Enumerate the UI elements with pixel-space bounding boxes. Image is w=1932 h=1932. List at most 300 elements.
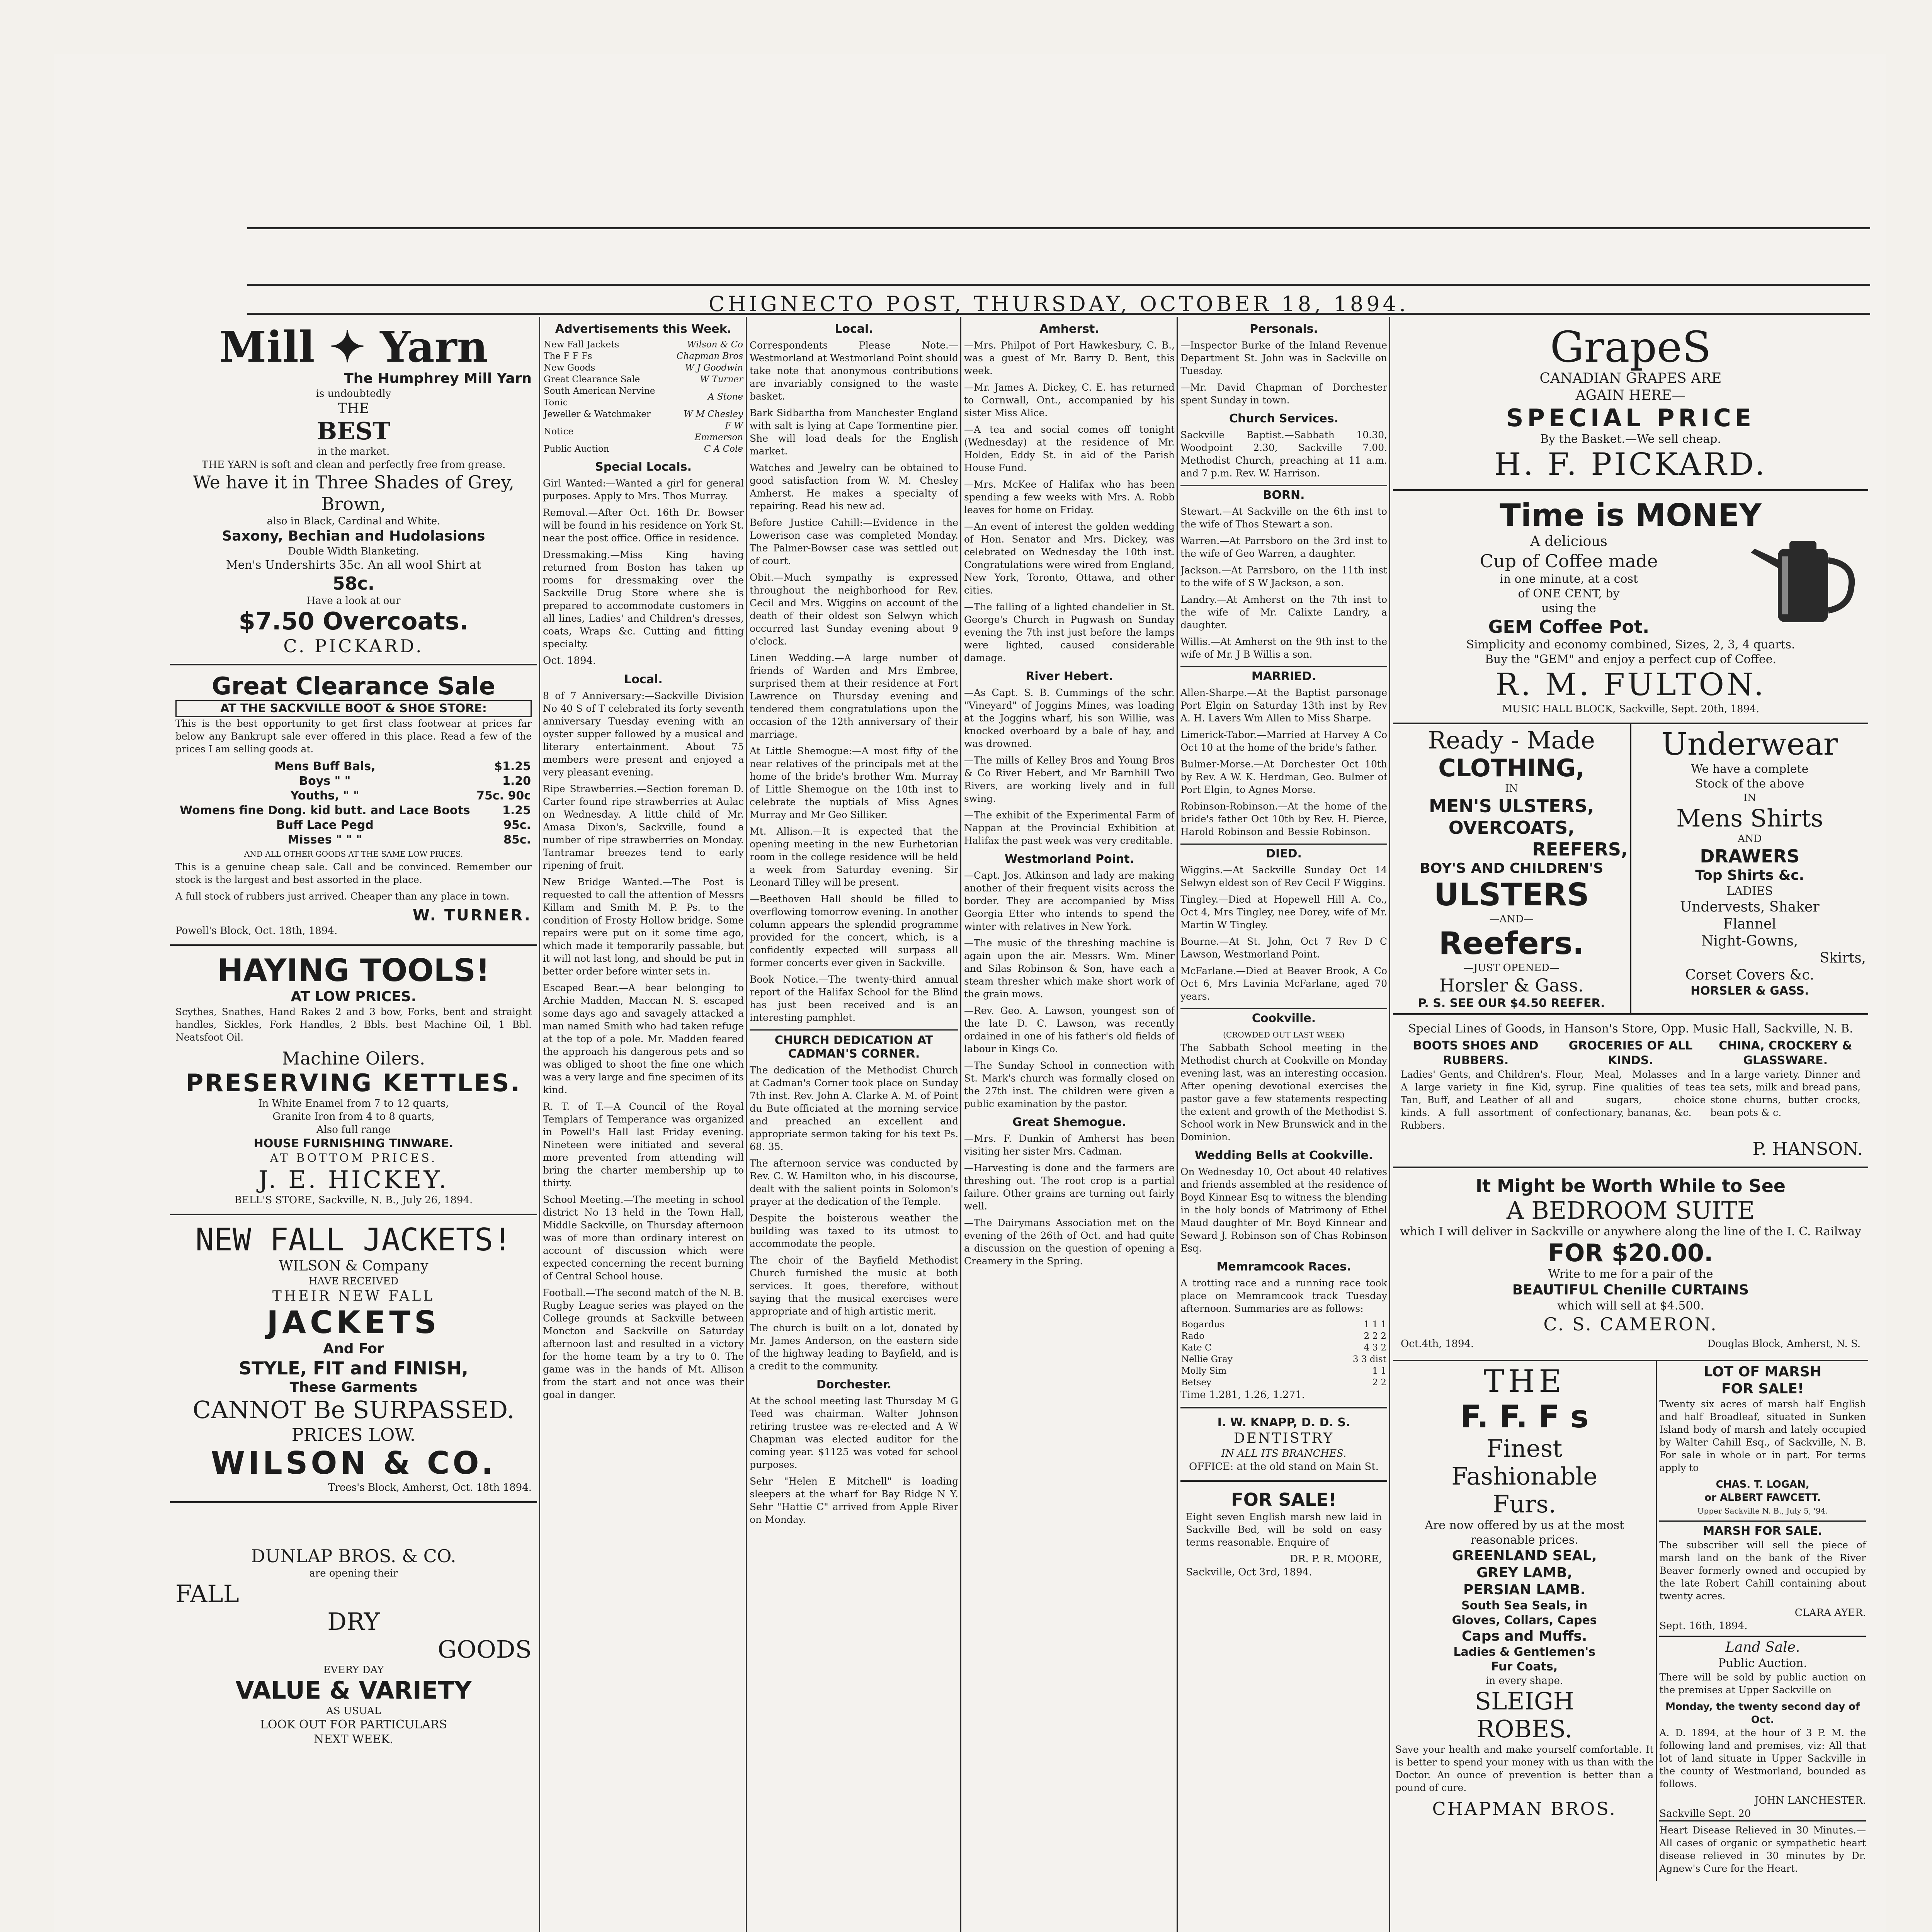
ad-text: Fashionable: [1451, 1462, 1598, 1490]
section-heading: CHURCH DEDICATION AT CADMAN'S CORNER.: [750, 1029, 958, 1061]
column-rule: [539, 317, 540, 1932]
hanson-col-boots: [1398, 1036, 1553, 1138]
column-rule: [1389, 317, 1390, 1932]
ad-headline: GEM Coffee Pot.: [1488, 616, 1650, 637]
ad-text: LOOK OUT FOR PARTICULARS: [260, 1718, 447, 1731]
ad-text: REEFERS,: [1532, 839, 1628, 860]
race-row: Molly Sim 1 1: [1181, 1366, 1386, 1376]
ad-text: Gloves, Collars, Capes: [1452, 1614, 1597, 1627]
ad-headline: Reefers.: [1439, 925, 1585, 961]
ad-headline: SLEIGH: [1475, 1687, 1574, 1715]
price-row: Misses " " " 85c.: [287, 833, 531, 847]
ads-index-row: New Goods W J Goodwin: [544, 363, 743, 373]
ad-signature: HORSLER & GASS.: [1690, 984, 1809, 998]
ad-date: Powell's Block, Oct. 18th, 1894.: [175, 925, 338, 937]
article-paragraph: —The Dairymans Association met on the evening of the 26th of Oct. and had quite a discussion on the question of opening a Creamery in the Spring.: [964, 1217, 1175, 1267]
section-note: (CROWDED OUT LAST WEEK): [1223, 1030, 1345, 1039]
article-paragraph: Removal.—After Oct. 16th Dr. Bowser will be found in his residence on York St. near the post office. Office in residence.: [543, 507, 744, 544]
ad-text: LADIES: [1726, 884, 1773, 898]
article-paragraph: —Beethoven Hall should be filled to overflowing tomorrow evening. In another column appears the splendid programme provided for the concert, which, is a confidently expected will surpass all former concerts ever given in Sackville.: [750, 893, 958, 968]
dentistry-ad: [1180, 1407, 1387, 1482]
ad-headline: ROBES.: [1476, 1715, 1573, 1743]
ad-text: South Sea Seals, in: [1461, 1599, 1588, 1612]
notice-entry: Warren.—At Parrsboro on the 3rd inst to the wife of Geo Warren, a daughter.: [1180, 535, 1387, 559]
ad-date: Upper Sackville N. B., July 5, '94.: [1697, 1506, 1828, 1515]
ad-signature: W. TURNER.: [412, 906, 532, 924]
ad-text: which will sell at $4.500.: [1557, 1299, 1704, 1313]
ad-signature: or ALBERT FAWCETT.: [1704, 1492, 1821, 1503]
article-paragraph: Book Notice.—The twenty-third annual report of the Halifax School for the Blind has just been received and is an interesting pamphlet.: [750, 974, 958, 1023]
ads-index-row: Notice F W Emmerson: [544, 421, 743, 442]
article-paragraph: —The falling of a lighted chandelier in St. George's Church in Pugwash on Sunday evening the 7th inst just before the lamps were lighted, caused considerable damage.: [964, 601, 1175, 663]
ad-text: THE: [338, 401, 369, 417]
ad-text: The subscriber will sell the piece of marsh land on the bank of the River Beaver formerly owned and occupied by the late Robert Cahill containing about twenty acres.: [1659, 1539, 1866, 1602]
ad-title: Great Clearance Sale: [212, 672, 495, 700]
article-paragraph: Mt. Allison.—It is expected that the opening meeting in the new Eurhetorian room in the college residence will be held a week from Saturday evening. Sir Leonard Tilley will be present.: [750, 826, 958, 888]
ad-text: Flannel: [1723, 916, 1776, 932]
ad-text: Ladies & Gentlemen's: [1453, 1645, 1595, 1659]
ad-signature: J. E. HICKEY.: [258, 1165, 449, 1194]
column-5: [1180, 317, 1387, 1932]
haying-tools-ad: [170, 946, 537, 1215]
column-6: [1393, 317, 1868, 1932]
hanson-col-china: [1708, 1036, 1863, 1138]
price-row: Mens Buff Bals, $1.25: [274, 760, 531, 773]
furs-ad: [1393, 1361, 1657, 1881]
ad-title: It Might be Worth While to See: [1476, 1175, 1786, 1196]
ad-signature: CHAPMAN BROS.: [1432, 1798, 1617, 1819]
article-paragraph: Correspondents Please Note.—Westmorland at Westmorland Point should take note that anonymous contributions are invariably consigned to the waste basket.: [750, 340, 958, 402]
ad-headline: BEAUTIFUL Chenille CURTAINS: [1512, 1282, 1749, 1298]
ad-signature: C. S. CAMERON.: [1543, 1314, 1718, 1335]
ad-text: BEST: [316, 417, 391, 445]
column-1: [170, 317, 537, 1932]
section-heading: Dorchester.: [816, 1378, 892, 1391]
section-heading: BORN.: [1180, 485, 1387, 502]
article-paragraph: R. T. of T.—A Council of the Royal Templars of Temperance was organized in Powell's Hall last Friday evening. Nineteen were initiated and several more prevented from attending will bring the charter membership up to thirty.: [543, 1101, 744, 1189]
ad-headline: CANNOT Be SURPASSED.: [192, 1396, 515, 1424]
ad-text: Scythes, Snathes, Hand Rakes 2 and 3 bow, Forks, bent and straight handles, Sickles, Fork Handles, 2 Bbls. best Machine Oil, 1 Bbl. Neatsfoot Oil.: [175, 1006, 532, 1043]
ad-signature: CHAS. T. LOGAN,: [1716, 1479, 1810, 1490]
ad-text: Flour, Meal, Molasses and syrup. Fine qualities of teas and sugars, choice confectionary, bananas, &c.: [1555, 1069, 1706, 1118]
ads-index: [543, 339, 744, 455]
notice-entry: Allen-Sharpe.—At the Baptist parsonage Port Elgin on Saturday 13th inst by Rev A. H. Lavers Wm Allen to Miss Sharpe.: [1180, 687, 1387, 724]
notice-entry: Landry.—At Amherst on the 7th inst to the wife of Mr. Calixte Landry, a daughter.: [1180, 594, 1387, 631]
ad-text: Buy the "GEM" and enjoy a perfect cup of Coffee.: [1485, 653, 1776, 666]
ad-text: In a large variety. Dinner and tea sets, milk and bread pans, stone churns, butter crocks, bean pots & c.: [1710, 1069, 1861, 1118]
ad-text: —JUST OPENED—: [1463, 962, 1560, 974]
article-paragraph: —Mrs. McKee of Halifax who has been spending a few weeks with Mrs. A. Robb leaves for home on Friday.: [964, 479, 1175, 515]
notice-entry: Tingley.—Died at Hopewell Hill A. Co., Oct 4, Mrs Tingley, nee Dorey, wife of Mr. Martin W Tingley.: [1180, 894, 1387, 930]
bedroom-suite-ad: [1393, 1168, 1868, 1361]
ad-text: Twenty six acres of marsh half English and half Broadleaf, situated in Sunken Island body of marsh and lately occupied by Walter Cahill Esq., of Sackville, N. B. For sale in whole or in part. For terms apply to: [1659, 1398, 1866, 1473]
ad-text: PRICES LOW.: [291, 1424, 416, 1445]
ad-headline: DRAWERS: [1700, 846, 1800, 867]
ad-subtitle: AT THE SACKVILLE BOOT & SHOE STORE:: [175, 700, 532, 717]
article-paragraph: —The exhibit of the Experimental Farm of Nappan at the Provincial Exhibition at Halifax the past week was very creditable.: [964, 810, 1175, 846]
article-paragraph: —The Sunday School in connection with St. Mark's church was formally closed on the 27th inst. The children were given a public examination by the pastor.: [964, 1060, 1175, 1109]
ad-text: Corset Covers &c.: [1685, 967, 1815, 983]
article-paragraph: —Inspector Burke of the Inland Revenue Department St. John was in Sackville on Tuesday.: [1180, 340, 1387, 376]
ad-text: NEXT WEEK.: [314, 1733, 393, 1746]
coffee-pot-ad: [1393, 491, 1868, 724]
article-paragraph: The church is built on a lot, donated by Mr. James Anderson, on the eastern side of the highway leading to Bayfield, and is a credit to the community.: [750, 1322, 958, 1372]
ad-text: Skirts,: [1820, 950, 1866, 966]
ad-text: Write to me for a pair of the: [1548, 1267, 1713, 1281]
masthead-rule: [247, 284, 1870, 286]
ad-text: BOY'S AND CHILDREN'S: [1420, 861, 1604, 876]
price-row: Buff Lace Pegd 95c.: [276, 818, 531, 832]
ad-signature: CLARA AYER.: [1794, 1607, 1866, 1619]
ad-date: Sackville Sept. 20: [1659, 1808, 1751, 1820]
article-paragraph: The Sabbath School meeting in the Methodist church at Cookville on Monday evening last, was an interesting occasion. After opening devotional exercises the pastor gave a few statements respecting the extent and growth of the Methodist S. School work in New Brunswick and in the Dominion.: [1180, 1042, 1387, 1143]
ad-text: is undoubtedly: [316, 388, 391, 400]
section-heading: Local.: [835, 322, 873, 336]
hanson-columns: [1398, 1036, 1863, 1138]
article-paragraph: —The music of the threshing machine is again upon the air. Messrs. Wm. Miner and Silas Robinson & Son, have each a steam thresher which make short work of the grain mows.: [964, 937, 1175, 1000]
article-paragraph: The afternoon service was conducted by Rev. C. W. Hamilton who, in his discourse, dealt with the salient points in Solomon's prayer at the dedication of the Temple.: [750, 1158, 958, 1207]
ad-text: THEIR NEW FALL: [272, 1288, 435, 1304]
article-paragraph: 8 of 7 Anniversary:—Sackville Division No 40 S of T celebrated its forty seventh anniversary Tuesday evening with an oyster supper followed by a musical and literary entertainment. About 75 members were present and enjoyed a very pleasant evening.: [543, 690, 744, 778]
notice-entry: Wiggins.—At Sackville Sunday Oct 14 Selwyn eldest son of Rev Cecil F Wiggins.: [1180, 864, 1387, 888]
ad-text: Also full range: [316, 1124, 391, 1136]
article-paragraph: The choir of the Bayfield Methodist Church furnished the music at both services. It goes, therefore, without saying that the musical exercises were appropriate and of high artistic merit.: [750, 1255, 958, 1317]
ad-date: MUSIC HALL BLOCK, Sackville, Sept. 20th, 1894.: [1502, 703, 1759, 715]
ad-price: 58c.: [332, 573, 375, 594]
ad-text: Have a look at our: [306, 595, 401, 607]
ad-text: OVERCOATS,: [1448, 817, 1575, 838]
ad-headline: PRESERVING KETTLES.: [185, 1069, 522, 1097]
bedroom-footer: [1398, 1335, 1863, 1353]
ad-date: Sackville, Oct 3rd, 1894.: [1186, 1566, 1312, 1578]
ad-text: A delicious: [1530, 534, 1607, 549]
ad-text: are opening their: [309, 1568, 398, 1579]
article-paragraph: New Bridge Wanted.—The Post is requested to call the attention of Messrs Killam and Smith M. P. Ps. to the condition of Frosty Hollow bridge. Some repairs were put on it some time ago, which made it temporarily passable, but it will not last long, and should be put in better order before winter sets in.: [543, 876, 744, 977]
section-heading: Great Shemogue.: [1012, 1116, 1126, 1129]
ad-text: Heart Disease Relieved in 30 Minutes.—All cases of organic or sympathetic heart disease relieved in 30 minutes by Dr. Agnew's Cure for the Heart.: [1659, 1820, 1866, 1875]
ad-text: This is a genuine cheap sale. Call and be convinced. Remember our stock is the largest and best assorted in the place.: [175, 861, 532, 885]
article-paragraph: —Mrs. F. Dunkin of Amherst has been visiting her sister Mrs. Cadman.: [964, 1133, 1175, 1157]
ad-headline: BOOTS SHOES AND RUBBERS.: [1413, 1039, 1539, 1067]
coffee-pot-icon: [1743, 533, 1859, 634]
ad-text: This is the best opportunity to get first class footwear at prices far below any Bankrupt sale ever offered in this place. Read a few of the prices I am selling goods at.: [175, 718, 532, 755]
marsh-ads: [1657, 1361, 1868, 1881]
column-rule: [746, 317, 747, 1932]
ad-text: Eight seven English marsh new laid in Sackville Bed, will be sold on easy terms reasonable. Enquire of: [1186, 1511, 1382, 1548]
masthead-bottom-rule: [247, 313, 1870, 315]
ad-title: HAYING TOOLS!: [217, 952, 490, 988]
ad-title: Land Sale.: [1659, 1636, 1866, 1656]
article-paragraph: Sackville Baptist.—Sabbath 10.30, Woodpoint 2.30, Sackville 7.00. Methodist Church, preaching at 11 a.m. and 7 p.m. Rev. W. Harrison.: [1180, 429, 1387, 479]
ad-title: NEW FALL JACKETS!: [195, 1222, 512, 1258]
ad-text: AS USUAL: [326, 1705, 381, 1717]
ad-text: Caps and Muffs.: [1461, 1628, 1587, 1644]
ad-subtitle: Public Auction.: [1718, 1656, 1807, 1670]
ad-text: Monday, the twenty second day of Oct.: [1665, 1701, 1860, 1726]
section-heading: Cookville.: [1180, 1008, 1387, 1025]
ad-text: GOODS: [437, 1635, 532, 1663]
ad-address: Douglas Block, Amherst, N. S.: [1707, 1338, 1861, 1350]
ad-text: FALL: [175, 1580, 239, 1608]
ad-text: WILSON & Company: [279, 1258, 429, 1274]
ad-title: Underwear: [1661, 726, 1838, 762]
ad-text: HAVE RECEIVED: [308, 1276, 399, 1287]
ad-text: P. S. SEE OUR $4.50 REEFER.: [1418, 997, 1605, 1010]
ad-headline: $7.50 Overcoats.: [238, 607, 469, 635]
ad-text: —AND—: [1489, 913, 1534, 925]
ads-index-row: New Fall Jackets Wilson & Co: [544, 340, 743, 350]
ad-signature: H. F. PICKARD.: [1494, 446, 1767, 482]
ad-signature: P. HANSON.: [1752, 1138, 1863, 1159]
article-paragraph: On Wednesday 10, Oct about 40 relatives and friends assembled at the residence of Boyd Kinnear Esq to witness the blending in the holy bonds of Matrimony of Ethel Maud daughter of Mr. Boyd Kinnear and Seward J. Robinson son of Chas Robinson Esq.: [1180, 1166, 1387, 1254]
ad-text: Stock of the above: [1695, 777, 1804, 791]
ad-signature: C. PICKARD.: [283, 636, 424, 656]
race-results: [1180, 1319, 1387, 1388]
ads-index-row: The F F Fs Chapman Bros: [544, 351, 743, 361]
bottom-ads-row: [1393, 1361, 1868, 1881]
ad-headline: FOR $20.00.: [1548, 1239, 1713, 1267]
ad-headline: Mens Shirts: [1676, 804, 1823, 832]
price-row: Womens fine Dong. kid butt. and Lace Boots 1.25: [179, 804, 531, 817]
article-paragraph: Watches and Jewelry can be obtained to good satisfaction from W. M. Chesley Amherst. He makes a specialty of repairing. Read his new ad.: [750, 462, 958, 512]
notice-entry: Jackson.—At Parrsboro, on the 11th inst to the wife of S W Jackson, a son.: [1180, 565, 1387, 588]
ad-title: Time is MONEY: [1500, 497, 1762, 533]
column-2: [543, 317, 744, 1932]
clothing-ads-row: [1393, 724, 1868, 1015]
ad-text: Machine Oilers.: [282, 1048, 425, 1069]
article-paragraph: —A tea and social comes off tonight (Wednesday) at the residence of Mr. Holden, Eddy St. in aid of the Parish House Fund.: [964, 424, 1175, 473]
ad-text: STYLE, FIT and FINISH,: [239, 1358, 468, 1379]
section-heading: Westmorland Point.: [1004, 852, 1134, 866]
ad-title: GrapeS: [1550, 322, 1711, 372]
newspaper-page: [54, 54, 1886, 1932]
article-paragraph: —The mills of Kelley Bros and Young Bros & Co River Hebert, and Mr Barnhill Two Rivers, are working lively and in full swing.: [964, 755, 1175, 804]
article-paragraph: Sehr "Helen E Mitchell" is loading sleepers at the wharf for Bay Ridge N Y. Sehr "Hattie C" arrived from Apple River on Monday.: [750, 1476, 958, 1525]
article-paragraph: Bark Sidbartha from Manchester England with salt is lying at Cape Tormentine pier. She will load deals for the English market.: [750, 407, 958, 457]
fall-jackets-ad: [170, 1215, 537, 1503]
ad-text: IN: [1505, 783, 1518, 794]
article-paragraph: Despite the boisterous weather the building was taxed to its utmost to accommodate the people.: [750, 1213, 958, 1249]
article-paragraph: —Rev. Geo. A. Lawson, youngest son of the late D. C. Lawson, was recently ordained in one of his father's old fields of labour in Kings Co.: [964, 1005, 1175, 1054]
article-paragraph: Dressmaking.—Miss King having returned from Boston has taken up rooms for dressmaking over the Sackville Drug Store where she is prepared to accommodate customers in all lines, Ladies' and Children's dresses, coats, Wraps &c. Cutting and fitting specialty.: [543, 549, 744, 650]
race-row: Rado 2 2 2: [1181, 1331, 1386, 1341]
ad-title: I. W. KNAPP, D. D. S.: [1217, 1416, 1350, 1429]
race-time: Time 1.281, 1.26, 1.271.: [1180, 1389, 1305, 1401]
notice-entry: Willis.—At Amherst on the 9th inst to the wife of Mr. J B Willis a son.: [1180, 636, 1387, 660]
notice-entry: Stewart.—At Sackville on the 6th inst to the wife of Thos Stewart a son.: [1180, 506, 1387, 530]
ad-text: In White Enamel from 7 to 12 quarts,: [258, 1098, 449, 1109]
article-paragraph: —Mrs. Philpot of Port Hawkesbury, C. B., was a guest of Mr. Barry D. Bent, this week.: [964, 340, 1175, 376]
section-heading: River Hebert.: [1026, 670, 1113, 683]
ad-text: OFFICE: at the old stand on Main St.: [1189, 1461, 1379, 1473]
ad-subtitle: The Humphrey Mill Yarn: [344, 371, 532, 386]
ad-text: There will be sold by public auction on the premises at Upper Sackville on: [1659, 1672, 1866, 1696]
for-sale-ad: [1180, 1482, 1387, 1586]
clearance-sale-ad: [170, 665, 537, 946]
section-heading: DIED.: [1180, 844, 1387, 861]
ad-signature: JOHN LANCHESTER.: [1755, 1795, 1866, 1806]
ad-date: Sept. 16th, 1894.: [1659, 1620, 1748, 1632]
ad-headline: VALUE & VARIETY: [235, 1676, 472, 1704]
ad-text: AGAIN HERE—: [1575, 388, 1686, 403]
ad-signature: WILSON & CO.: [211, 1445, 497, 1481]
ad-date: Oct.4th, 1894.: [1401, 1338, 1474, 1350]
ad-text: A. D. 1894, at the hour of 3 P. M. the following land and premises, viz: All that lot of land situate in Upper Sackville in the county of Westmorland, bounded as follows.: [1659, 1727, 1866, 1789]
ad-text: We have a complete: [1691, 762, 1809, 776]
article-paragraph: —As Capt. S. B. Cummings of the schr. "Vineyard" of Joggins Mines, was loading at the Joggins wharf, his son Willie, was knocked overboard by a bale of hay, and was drowned.: [964, 687, 1175, 749]
notice-entry: Bulmer-Morse.—At Dorchester Oct 10th by Rev. A W. K. Herdman, Geo. Bulmer of Port Elgin, to Agnes Morse.: [1180, 759, 1387, 795]
mill-yarn-ad: [170, 317, 537, 665]
article-paragraph: Ripe Strawberries.—Section foreman D. Carter found ripe strawberries at Aulac on Wednesday. A little child of Mr. Amasa Dixon's, Sackville, found a number of ripe strawberries on Monday. Tantramar breezes tend to early ripening of fruit.: [543, 783, 744, 871]
ad-text: HOUSE FURNISHING TINWARE.: [253, 1137, 454, 1150]
ad-title: DUNLAP BROS. & CO.: [251, 1546, 456, 1566]
ad-text: CANADIAN GRAPES ARE: [1539, 371, 1722, 386]
ad-text: of ONE CENT, by: [1518, 587, 1620, 600]
ad-headline: ULSTERS: [1434, 877, 1589, 913]
ad-text: MEN'S ULSTERS,: [1429, 796, 1594, 816]
ad-text: in every shape.: [1486, 1675, 1563, 1687]
article-paragraph: Escaped Bear.—A bear belonging to Archie Madden, Maccan N. S. escaped some days ago and savagely attacked a man named Smith who had taken refuge at the top of a pole. Mr. Madden feared the approach his dangerous pets and so was obliged to shoot the fine one which was a very large and fine specimen of its kind.: [543, 982, 744, 1095]
article-paragraph: At Little Shemogue:—A most fifty of the near relatives of the principals met at the home of the bride's brother Wm. Murray of Little Shemogue on the 10th inst to celebrate the nuptials of Miss Agnes Murray and Mr Geo Silliker.: [750, 745, 958, 820]
ad-headline: JACKETS: [267, 1304, 440, 1340]
section-heading: Wedding Bells at Cookville.: [1194, 1149, 1373, 1162]
ad-text: EVERY DAY: [323, 1664, 384, 1676]
ad-text: Save your health and make yourself comfortable. It is better to spend your money with us than with the Doctor. An ounce of prevention is better than a pound of cure.: [1395, 1744, 1654, 1793]
ad-text: using the: [1541, 602, 1596, 615]
hanson-col-groceries: [1553, 1036, 1708, 1138]
race-row: Betsey 2 2: [1181, 1378, 1386, 1388]
ad-text: THE YARN is soft and clean and perfectly free from grease.: [201, 459, 506, 471]
price-list: [175, 759, 532, 847]
section-heading: Amherst.: [1039, 322, 1099, 336]
ad-headline: A BEDROOM SUITE: [1506, 1196, 1755, 1225]
ad-title: LOT OF MARSH: [1704, 1364, 1821, 1380]
hanson-ad: [1393, 1015, 1868, 1168]
ad-text: GREY LAMB,: [1476, 1565, 1573, 1581]
ad-text: These Garments: [289, 1379, 418, 1395]
article-paragraph: Before Justice Cahill:—Evidence in the Lowerison case was completed Monday. The Palmer-Bowser case was settled out of court.: [750, 517, 958, 566]
column-rule: [960, 317, 961, 1932]
ads-index-row: Public Auction C A Cole: [544, 444, 743, 454]
grapes-ad: [1393, 317, 1868, 491]
ad-signature: R. M. FULTON.: [1495, 667, 1766, 702]
ad-text: Granite Iron from 4 to 8 quarts,: [272, 1111, 435, 1122]
article-date: Oct. 1894.: [543, 655, 596, 667]
article-paragraph: Football.—The second match of the N. B. Rugby League series was played on the College grounds at Sackville between Moncton and Sackville on Saturday afternoon last and resulted in a victory for the home team by a try to 0. The game was in the hands of Mt. Allison from the start and not once was their goal in danger.: [543, 1287, 744, 1400]
section-heading: Advertisements this Week.: [555, 322, 732, 336]
ad-text: Fur Coats,: [1491, 1660, 1558, 1673]
ready-made-ad: [1393, 724, 1631, 1013]
ad-headline: DENTISTRY: [1233, 1430, 1334, 1446]
ads-index-row: Jeweller & Watchmaker W M Chesley: [544, 409, 743, 419]
article-paragraph: —An event of interest the golden wedding of Hon. Senator and Mrs. Dickey, was celebrated on Wednesday the 10th inst. Congratulations were wired from England, New York, Toronto, Ottawa, and other cities.: [964, 521, 1175, 596]
article-paragraph: School Meeting.—The meeting in school district No 13 held in the Town Hall, Middle Sackville, on Thursday afternoon was of more than ordinary interest on account of discussion which were expected concerning the recent burning of Central School house.: [543, 1194, 744, 1282]
race-row: Nellie Gray 3 3 dist: [1181, 1354, 1386, 1364]
ad-text: Furs.: [1493, 1490, 1556, 1518]
ad-text: Night-Gowns,: [1701, 933, 1798, 949]
ad-text: AT BOTTOM PRICES.: [270, 1151, 437, 1165]
ad-text: IN: [1743, 792, 1756, 804]
ad-text: AND: [1738, 833, 1762, 845]
price-row: Boys " " 1.20: [299, 774, 531, 788]
ad-headline: GROCERIES OF ALL KINDS.: [1568, 1039, 1693, 1067]
ads-index-row: Great Clearance Sale W Turner: [544, 374, 743, 384]
ad-text: in one minute, at a cost: [1500, 572, 1638, 586]
notice-entry: Robinson-Robinson.—At the home of the bride's father Oct 10th by Rev. H. Pierce, Harold Robinson and Bessie Robinson.: [1180, 801, 1387, 837]
article-paragraph: —Capt. Jos. Atkinson and lady are making another of their frequent visits across the border. They are accompanied by Miss Georgia Etter who intends to spend the winter with relatives in New York.: [964, 870, 1175, 932]
ad-text: PERSIAN LAMB.: [1463, 1582, 1586, 1598]
column-4: [964, 317, 1175, 1932]
dunlap-ad: [170, 1503, 537, 1754]
ad-text: Top Shirts &c.: [1695, 867, 1804, 883]
ad-text: THE: [1483, 1363, 1565, 1399]
ad-text: IN ALL ITS BRANCHES.: [1221, 1448, 1347, 1459]
masthead: CHIGNECTO POST, THURSDAY, OCTOBER 18, 1894.: [708, 292, 1409, 316]
ad-headline: CLOTHING,: [1438, 754, 1585, 782]
ad-text: We have it in Three Shades of Grey, Brown,: [193, 472, 514, 514]
ad-text: Simplicity and economy combined, Sizes, 2, 3, 4 quarts.: [1466, 638, 1795, 651]
ad-title: Ready - Made: [1428, 726, 1595, 754]
ad-headline: CHINA, CROCKERY & GLASSWARE.: [1719, 1039, 1852, 1067]
ad-subtitle: AT LOW PRICES.: [291, 989, 417, 1005]
top-rule: [247, 227, 1870, 229]
column-3: [750, 317, 958, 1932]
article-paragraph: Girl Wanted:—Wanted a girl for general purposes. Apply to Mrs. Thos Murray.: [543, 478, 744, 502]
ad-text: By the Basket.—We sell cheap.: [1540, 432, 1721, 446]
ad-text: Special Lines of Goods, in Hanson's Store, Opp. Music Hall, Sackville, N. B.: [1408, 1022, 1853, 1036]
race-row: Bogardus 1 1 1: [1181, 1320, 1386, 1330]
ad-text: which I will deliver in Sackville or anywhere along the line of the I. C. Railway: [1400, 1225, 1861, 1238]
ad-signature: Horsler & Gass.: [1439, 975, 1584, 996]
ads-index-row: South American Nervine Tonic A Stone: [544, 386, 743, 408]
article-paragraph: —Mr. James A. Dickey, C. E. has returned to Cornwall, Ont., accompanied by his sister Miss Alice.: [964, 382, 1175, 418]
ad-text: DRY: [327, 1607, 380, 1636]
ad-text: Cup of Coffee made: [1480, 551, 1658, 571]
ad-text: Undervests, Shaker: [1680, 899, 1820, 915]
ad-text: Saxony, Bechian and Hudolasions: [222, 528, 485, 544]
ad-signature: DR. P. R. MOORE,: [1290, 1553, 1382, 1565]
notice-entry: McFarlane.—Died at Beaver Brook, A Co Oct 6, Mrs Lavinia McFarlane, aged 70 years.: [1180, 965, 1387, 1002]
ad-title: MARSH FOR SALE.: [1659, 1520, 1866, 1539]
underwear-ad: [1631, 724, 1869, 1013]
section-heading: Personals.: [1250, 322, 1318, 336]
article-paragraph: Linen Wedding.—A large number of friends of Warden and Mrs Embree, surprised them at their residence at Fort Lawrence on Thursday evening and tendered them congratulations upon the occasion of the 12th anniversary of their marriage.: [750, 652, 958, 740]
column-rule: [1177, 317, 1178, 1932]
ad-title: FOR SALE!: [1231, 1489, 1337, 1510]
article-paragraph: Obit.—Much sympathy is expressed throughout the neighborhood for Rev. Cecil and Mrs. Wiggins on account of the death of their oldest son Selwyn which occurred last Sunday evening about 9 o'clock.: [750, 572, 958, 647]
ad-text: A full stock of rubbers just arrived. Cheaper than any place in town.: [175, 891, 510, 902]
article-paragraph: At the school meeting last Thursday M G Teed was chairman. Walter Johnson retiring trustee was re-elected and A W Chapman was elected auditor for the coming year. $1125 was voted for school purposes.: [750, 1395, 958, 1470]
ad-text: in the market.: [317, 446, 390, 457]
ad-text: Double Width Blanketing.: [288, 546, 419, 557]
ad-text: Finest: [1486, 1434, 1563, 1463]
notice-entry: Limerick-Tabor.—Married at Harvey A Co Oct 10 at the home of the bride's father.: [1180, 729, 1387, 753]
section-heading: Special Locals.: [595, 460, 692, 474]
ad-title: F. F. F s: [1460, 1399, 1589, 1435]
section-heading: MARRIED.: [1180, 666, 1387, 683]
price-row: Youths, " " 75c. 90c: [290, 789, 531, 803]
article-paragraph: A trotting race and a running race took place on Memramcook track Tuesday afternoon. Summaries are as follows:: [1180, 1277, 1387, 1314]
article-paragraph: —Harvesting is done and the farmers are threshing out. The root crop is a partial failure. Other grains are turning out fairly well.: [964, 1162, 1175, 1212]
ad-headline: SPECIAL PRICE: [1506, 404, 1755, 432]
ad-text: Men's Undershirts 35c. An all wool Shirt at: [226, 558, 481, 572]
section-heading: Church Services.: [1229, 412, 1339, 425]
article-paragraph: The dedication of the Methodist Church at Cadman's Corner took place on Sunday 7th inst. Rev. John A. Clarke A. M. of Point du Bute officiated at the morning service and preached an excellent and appropriate sermon taking for his text Ps. 68. 35.: [750, 1065, 958, 1152]
ad-date: Trees's Block, Amherst, Oct. 18th 1894.: [328, 1482, 532, 1493]
ad-text: Ladies' Gents, and Children's. A large variety in fine Kid, Tan, Buff, and Leather of all kinds. A full assortment of Rubbers.: [1401, 1069, 1551, 1131]
ad-text: GREENLAND SEAL,: [1452, 1548, 1597, 1564]
section-heading: Memramcook Races.: [1216, 1260, 1351, 1274]
